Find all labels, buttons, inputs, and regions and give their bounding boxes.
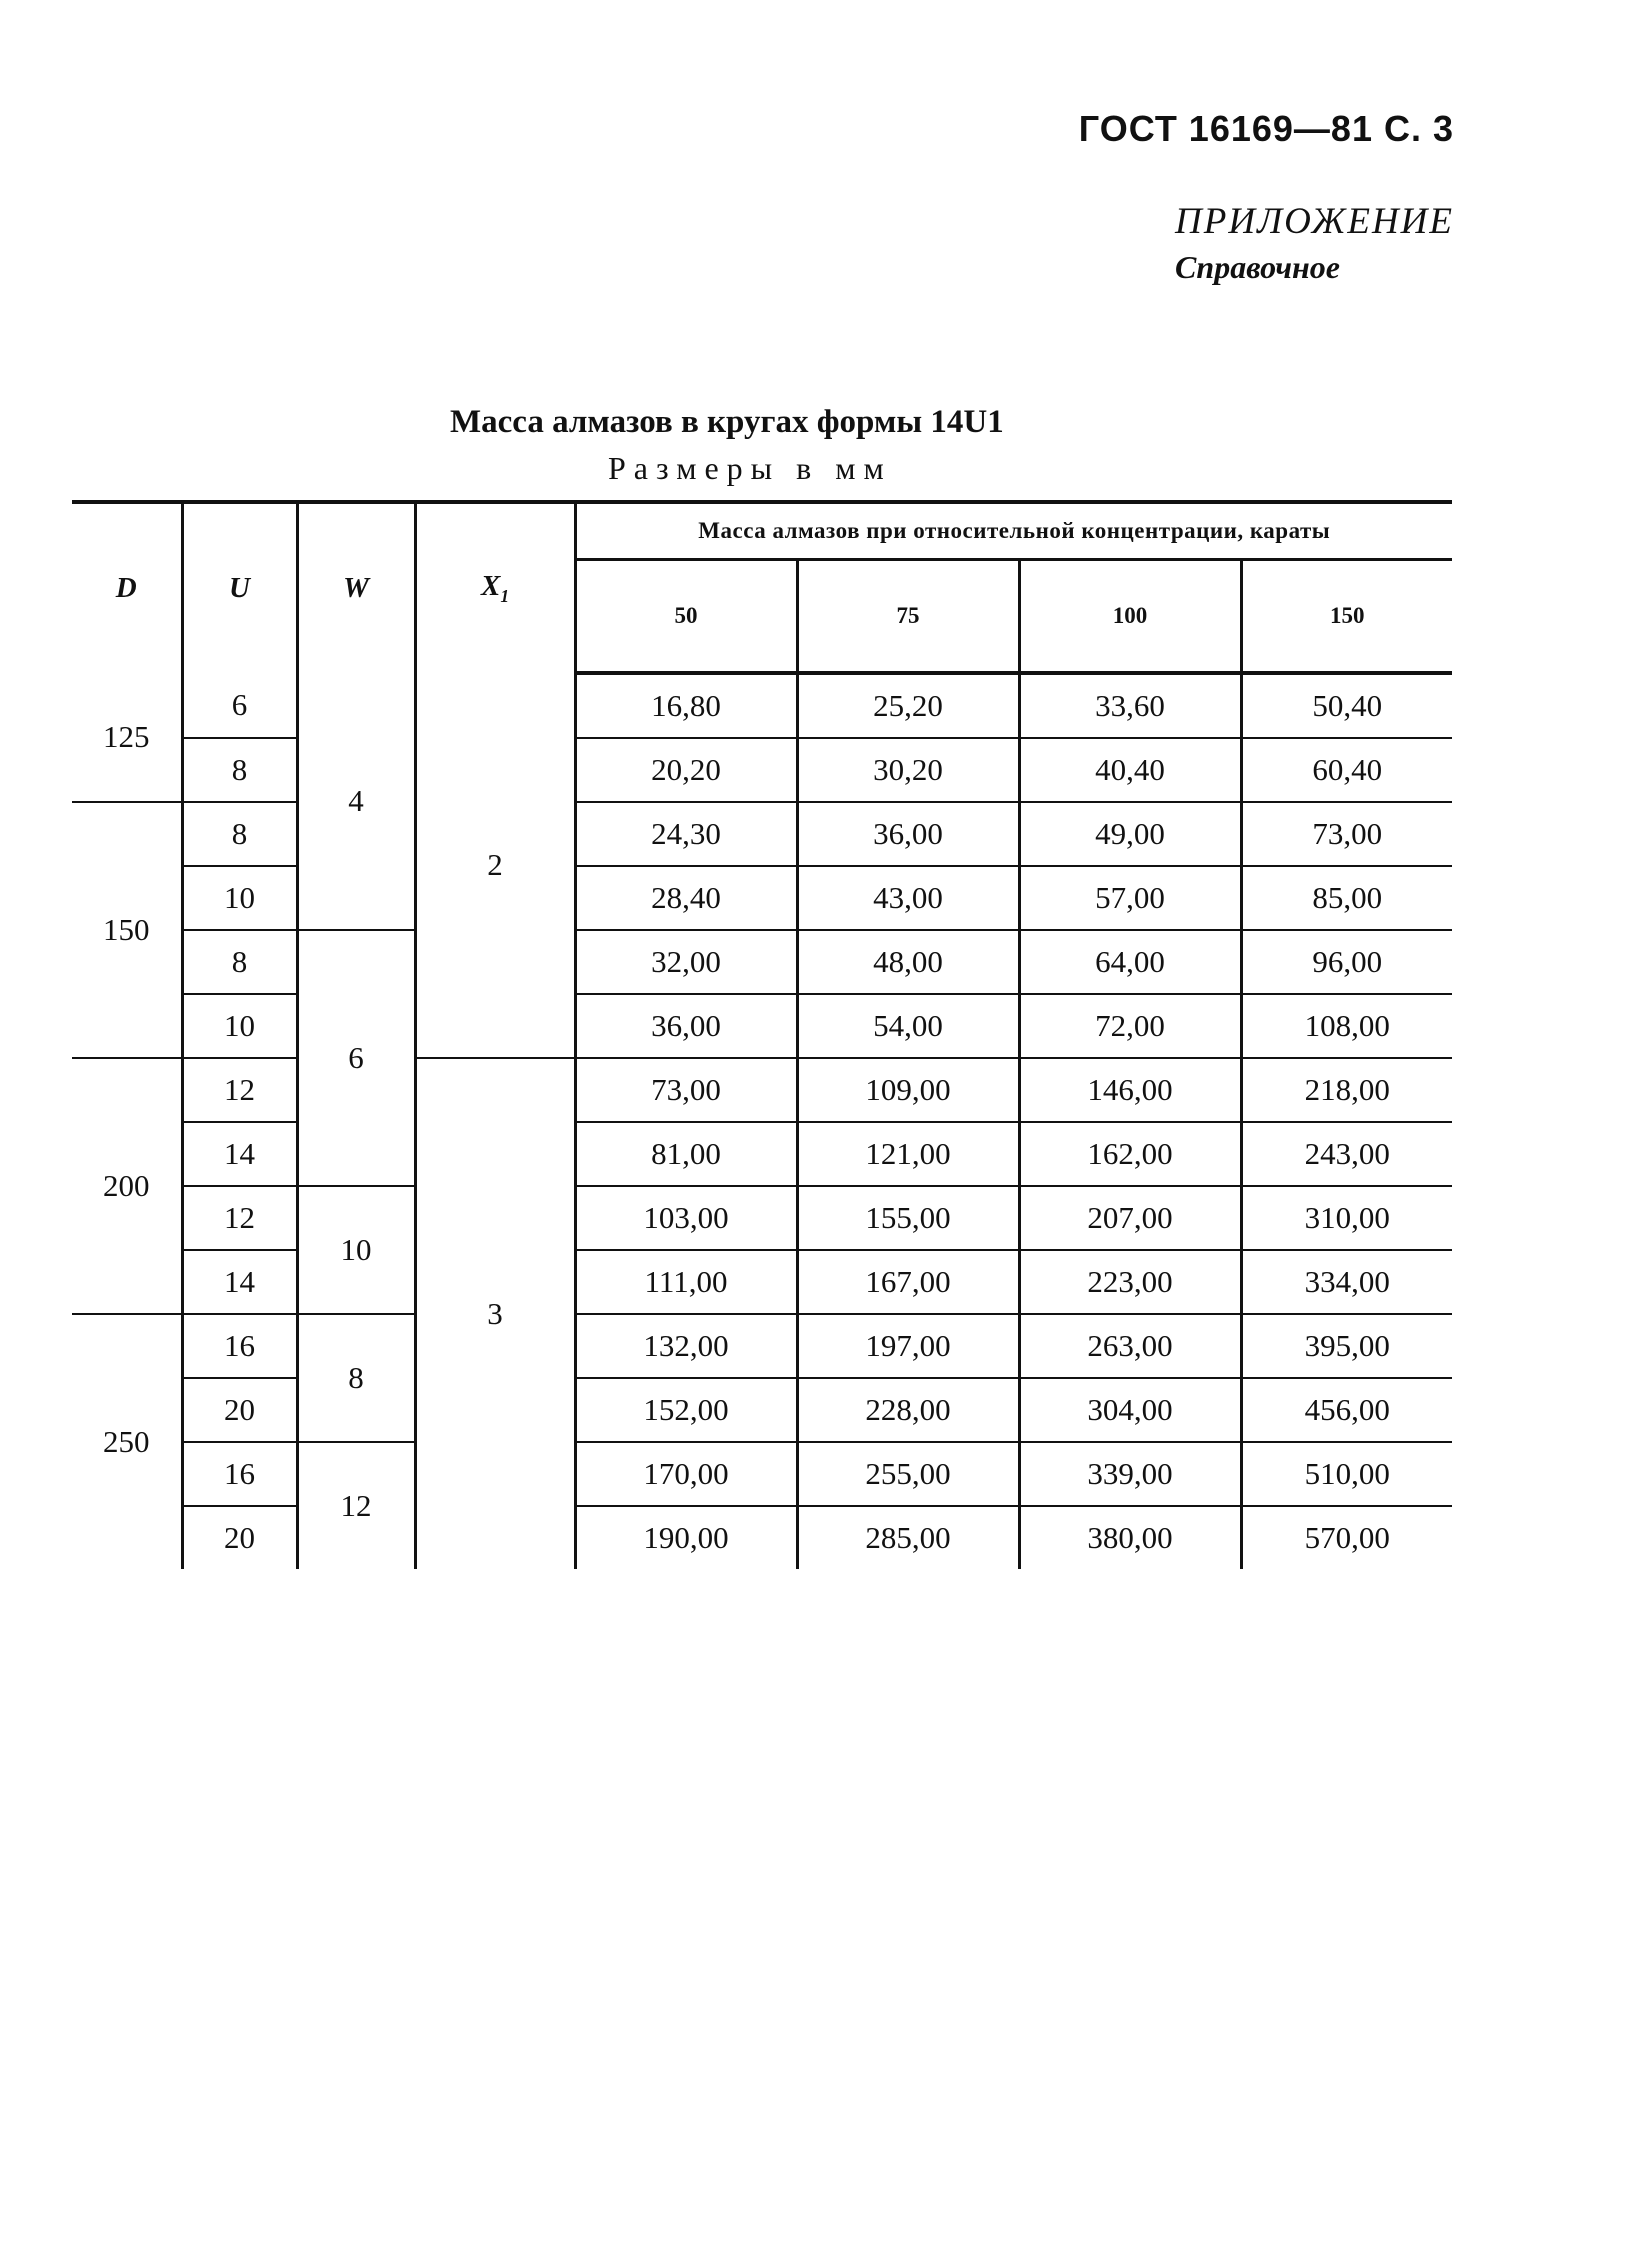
mass-cell: 73,00 bbox=[575, 1058, 797, 1122]
mass-cell: 57,00 bbox=[1019, 866, 1241, 930]
u-cell: 14 bbox=[182, 1122, 297, 1186]
mass-cell: 73,00 bbox=[1241, 802, 1452, 866]
mass-cell: 96,00 bbox=[1241, 930, 1452, 994]
mass-cell: 167,00 bbox=[797, 1250, 1019, 1314]
mass-cell: 146,00 bbox=[1019, 1058, 1241, 1122]
mass-cell: 109,00 bbox=[797, 1058, 1019, 1122]
mass-cell: 54,00 bbox=[797, 994, 1019, 1058]
w-cell: 6 bbox=[297, 930, 415, 1186]
u-cell: 8 bbox=[182, 930, 297, 994]
mass-cell: 49,00 bbox=[1019, 802, 1241, 866]
mass-cell: 32,00 bbox=[575, 930, 797, 994]
w-cell: 4 bbox=[297, 673, 415, 930]
u-cell: 6 bbox=[182, 673, 297, 738]
mass-cell: 223,00 bbox=[1019, 1250, 1241, 1314]
mass-cell: 228,00 bbox=[797, 1378, 1019, 1442]
mass-cell: 121,00 bbox=[797, 1122, 1019, 1186]
mass-cell: 16,80 bbox=[575, 673, 797, 738]
x1-cell: 3 bbox=[415, 1058, 575, 1569]
mass-cell: 243,00 bbox=[1241, 1122, 1452, 1186]
table-row bbox=[72, 930, 1452, 994]
d-cell: 125 bbox=[72, 673, 182, 802]
mass-cell: 36,00 bbox=[575, 994, 797, 1058]
mass-cell: 81,00 bbox=[575, 1122, 797, 1186]
mass-cell: 190,00 bbox=[575, 1506, 797, 1569]
col-header-conc-150: 150 bbox=[1241, 560, 1452, 674]
mass-cell: 108,00 bbox=[1241, 994, 1452, 1058]
appendix-title: ПРИЛОЖЕНИЕ bbox=[1175, 201, 1454, 242]
mass-cell: 85,00 bbox=[1241, 866, 1452, 930]
mass-cell: 103,00 bbox=[575, 1186, 797, 1250]
col-header-conc-100: 100 bbox=[1019, 560, 1241, 674]
table-row bbox=[72, 673, 1452, 738]
d-cell: 200 bbox=[72, 1058, 182, 1314]
mass-cell: 570,00 bbox=[1304, 1520, 1390, 1555]
mass-cell: 334,00 bbox=[1241, 1250, 1452, 1314]
col-header-mass-group: Масса алмазов при относительной концентрации, караты bbox=[575, 502, 1452, 560]
mass-cell: 132,00 bbox=[575, 1314, 797, 1378]
page-header: ГОСТ 16169—81 С. 3 bbox=[1078, 108, 1454, 149]
mass-cell: 456,00 bbox=[1241, 1378, 1452, 1442]
table-row bbox=[72, 1186, 1452, 1250]
d-cell: 150 bbox=[72, 802, 182, 1058]
table-row bbox=[72, 1314, 1452, 1378]
u-cell: 12 bbox=[182, 1058, 297, 1122]
mass-cell: 380,00 bbox=[1019, 1506, 1241, 1569]
u-cell: 8 bbox=[182, 738, 297, 802]
mass-cell: 510,00 bbox=[1241, 1442, 1452, 1506]
diamond-mass-table bbox=[72, 500, 1452, 1569]
u-cell: 8 bbox=[182, 802, 297, 866]
mass-cell: 218,00 bbox=[1241, 1058, 1452, 1122]
mass-cell: 162,00 bbox=[1019, 1122, 1241, 1186]
appendix-block bbox=[1175, 200, 1454, 286]
x1-cell: 2 bbox=[415, 673, 575, 1058]
mass-cell: 48,00 bbox=[797, 930, 1019, 994]
mass-cell: 25,20 bbox=[797, 673, 1019, 738]
mass-cell: 33,60 bbox=[1019, 673, 1241, 738]
table-row bbox=[72, 738, 1452, 802]
col-header-d: D bbox=[72, 502, 182, 673]
mass-cell: 24,30 bbox=[575, 802, 797, 866]
table-title: Масса алмазов в кругах формы 14U1 bbox=[450, 404, 1004, 440]
x1-subscript: 1 bbox=[500, 585, 510, 606]
w-cell: 8 bbox=[297, 1314, 415, 1442]
table-row bbox=[72, 1250, 1452, 1314]
u-cell: 14 bbox=[182, 1250, 297, 1314]
mass-cell: 285,00 bbox=[797, 1506, 1019, 1569]
col-header-conc-75: 75 bbox=[797, 560, 1019, 674]
u-cell: 12 bbox=[182, 1186, 297, 1250]
col-header-conc-50: 50 bbox=[575, 560, 797, 674]
mass-cell: 43,00 bbox=[797, 866, 1019, 930]
mass-cell: 263,00 bbox=[1019, 1314, 1241, 1378]
col-header-u: U bbox=[182, 502, 297, 673]
u-cell: 10 bbox=[182, 994, 297, 1058]
table-row bbox=[72, 1058, 1452, 1122]
mass-cell: 28,40 bbox=[575, 866, 797, 930]
table-row bbox=[72, 1378, 1452, 1442]
u-cell: 16 bbox=[182, 1442, 297, 1506]
table-units: Размеры в мм bbox=[608, 450, 892, 486]
appendix-subtitle: Справочное bbox=[1175, 249, 1340, 285]
mass-cell: 40,40 bbox=[1019, 738, 1241, 802]
mass-cell: 207,00 bbox=[1019, 1186, 1241, 1250]
u-cell: 20 bbox=[182, 1506, 297, 1569]
w-cell: 12 bbox=[297, 1442, 415, 1569]
mass-cell: 111,00 bbox=[575, 1250, 797, 1314]
col-header-x1 bbox=[415, 502, 575, 673]
mass-cell: 339,00 bbox=[1019, 1442, 1241, 1506]
mass-cell: 72,00 bbox=[1019, 994, 1241, 1058]
mass-cell: 310,00 bbox=[1241, 1186, 1452, 1250]
col-header-w: W bbox=[297, 502, 415, 673]
mass-cell: 36,00 bbox=[797, 802, 1019, 866]
mass-cell: 60,40 bbox=[1241, 738, 1452, 802]
mass-cell: 170,00 bbox=[575, 1442, 797, 1506]
mass-cell: 255,00 bbox=[797, 1442, 1019, 1506]
u-cell: 16 bbox=[182, 1314, 297, 1378]
table-row bbox=[72, 1122, 1452, 1186]
table-row bbox=[72, 1442, 1452, 1506]
w-cell: 10 bbox=[297, 1186, 415, 1314]
mass-cell: 304,00 bbox=[1019, 1378, 1241, 1442]
u-cell: 10 bbox=[182, 866, 297, 930]
x1-letter: X bbox=[480, 570, 501, 603]
mass-cell: 395,00 bbox=[1241, 1314, 1452, 1378]
mass-cell: 20,20 bbox=[575, 738, 797, 802]
table-row bbox=[72, 994, 1452, 1058]
mass-cell: 197,00 bbox=[797, 1314, 1019, 1378]
mass-cell: 50,40 bbox=[1241, 673, 1452, 738]
mass-cell: 64,00 bbox=[1019, 930, 1241, 994]
table-row bbox=[72, 802, 1452, 866]
mass-cell: 152,00 bbox=[575, 1378, 797, 1442]
mass-cell: 155,00 bbox=[797, 1186, 1019, 1250]
u-cell: 20 bbox=[182, 1378, 297, 1442]
table-row bbox=[72, 1506, 1452, 1569]
mass-cell: 30,20 bbox=[797, 738, 1019, 802]
d-cell: 250 bbox=[72, 1314, 182, 1569]
table-row bbox=[72, 866, 1452, 930]
